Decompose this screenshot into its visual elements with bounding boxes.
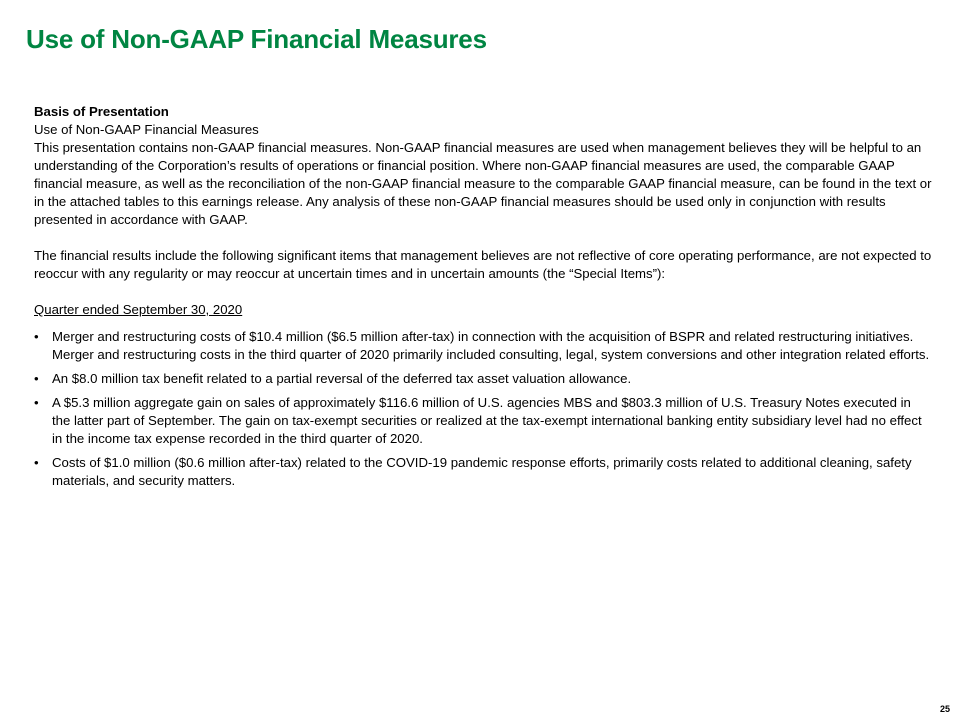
- list-item-text: An $8.0 million tax benefit related to a partial reversal of the deferred tax asset valuation allowance.: [52, 371, 632, 386]
- list-item-text: Costs of $1.0 million ($0.6 million after-tax) related to the COVID-19 pandemic response efforts, primarily costs related to additional cleaning, safety materials, and security matters.: [52, 455, 912, 488]
- bullet-icon: •: [34, 371, 39, 386]
- section-heading: Basis of Presentation: [34, 104, 169, 119]
- bullet-icon: •: [34, 395, 39, 410]
- list-item: [34, 328, 932, 364]
- page-number: 25: [939, 704, 950, 714]
- special-items-paragraph: The financial results include the following significant items that management believes are not reflective of core operating performance, are not expected to reoccur with any regularity or may reoccur at uncertain times and in uncertain amounts (the “Special Items”):: [34, 248, 932, 281]
- quarter-label: Quarter ended September 30, 2020: [34, 302, 243, 317]
- list-item-text: Merger and restructuring costs of $10.4 million ($6.5 million after-tax) in connection with the acquisition of BSPR and related restructuring initiatives. Merger and restructuring costs in the third quarter of 2020 primarily included consulting, legal, system conversions and other integration related efforts.: [52, 329, 930, 362]
- special-items-list: [34, 328, 936, 490]
- list-item: [34, 454, 932, 490]
- list-item-text: A $5.3 million aggregate gain on sales of approximately $116.6 million of U.S. agencies MBS and $803.3 million of U.S. Treasury Notes executed in the latter part of September. The gain on tax-exempt securities or realized at the tax-exempt international banking entity subsidiary level had no effect in the income tax expense recorded in the third quarter of 2020.: [52, 395, 922, 446]
- section-subheading: Use of Non-GAAP Financial Measures: [34, 122, 259, 137]
- intro-paragraph: This presentation contains non-GAAP financial measures. Non-GAAP financial measures are used when management believes they will be helpful to an understanding of the Corporation’s results of operations or financial position. Where non-GAAP financial measures are used, the comparable GAAP financial measure, as well as the reconciliation of the non-GAAP financial measure to the comparable GAAP financial measure, can be found in the text or in the attached tables to this earnings release. Any analysis of these non-GAAP financial measures should be used only in conjunction with results presented in accordance with GAAP.: [34, 140, 932, 227]
- list-item: [34, 370, 932, 388]
- basis-of-presentation-section: [34, 103, 936, 496]
- bullet-icon: •: [34, 329, 39, 344]
- page-title: Use of Non-GAAP Financial Measures: [26, 24, 487, 54]
- list-item: [34, 394, 932, 448]
- bullet-icon: •: [34, 455, 39, 470]
